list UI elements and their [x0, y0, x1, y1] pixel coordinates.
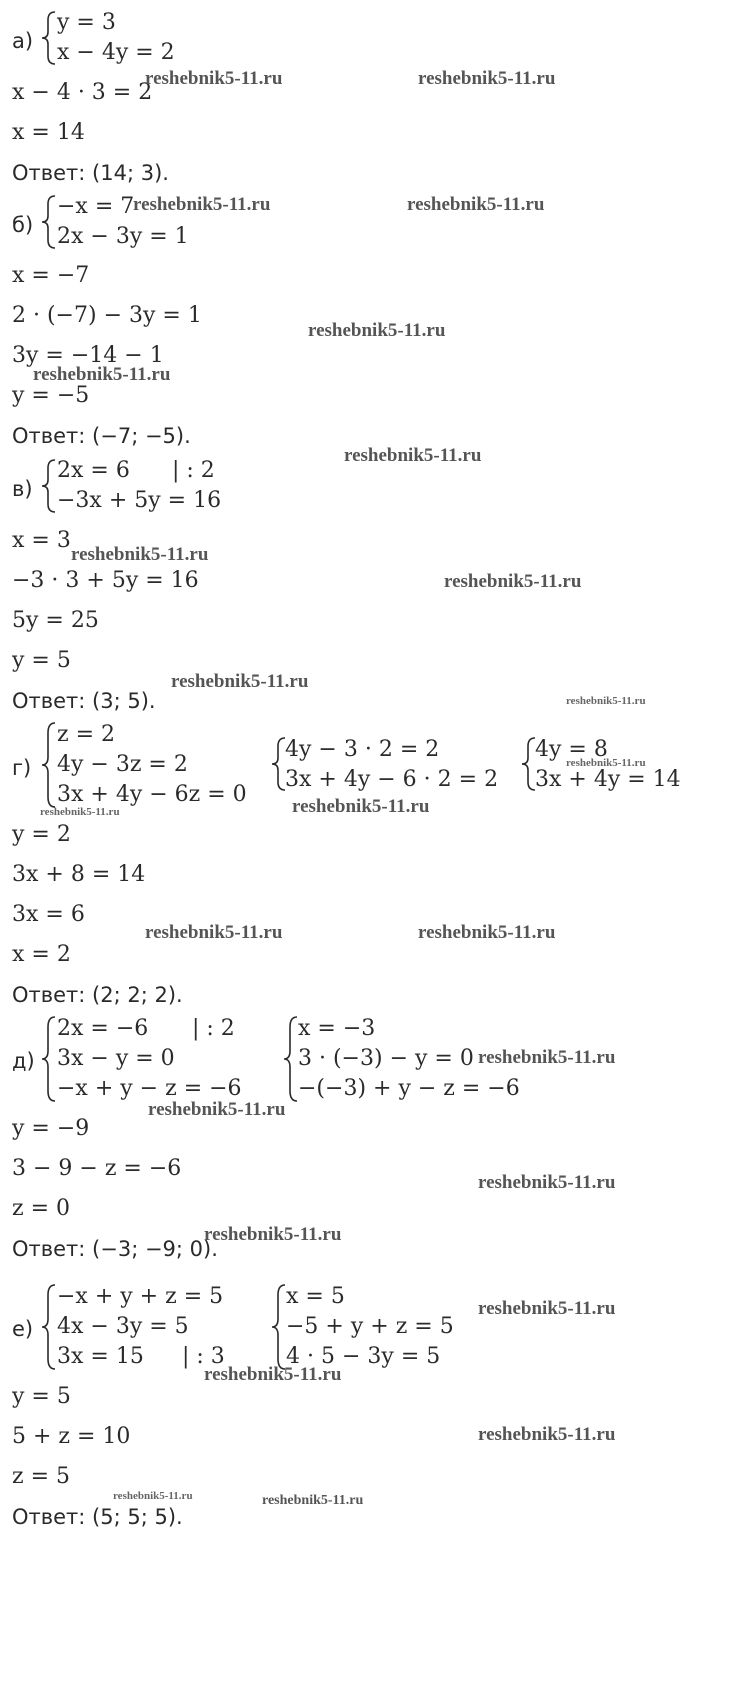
part-e-answer: Ответ: (5; 5; 5). — [12, 1505, 183, 1529]
watermark: reshebnik5-11.ru — [478, 1172, 616, 1193]
part-g-label: г) — [12, 756, 32, 780]
part-g-sys2-eq-1: 4y − 3 · 2 = 2 — [285, 737, 440, 762]
watermark: reshebnik5-11.ru — [204, 1364, 342, 1385]
part-d-step-1: y = −9 — [12, 1116, 90, 1141]
watermark: reshebnik5-11.ru — [204, 1224, 342, 1245]
part-a-answer: Ответ: (14; 3). — [12, 161, 169, 185]
watermark: reshebnik5-11.ru — [292, 796, 430, 817]
watermark: reshebnik5-11.ru — [40, 806, 120, 818]
part-d-sys2-eq-2: 3 · (−3) − y = 0 — [298, 1046, 474, 1071]
part-v-step-1: x = 3 — [12, 528, 71, 553]
part-a-eq-1: y = 3 — [57, 10, 116, 35]
part-b-step-4: y = −5 — [12, 383, 90, 408]
watermark: reshebnik5-11.ru — [133, 194, 271, 215]
part-d-eq-2: 3x − y = 0 — [57, 1046, 175, 1071]
part-b-eq-2: 2x − 3y = 1 — [57, 224, 189, 249]
part-d-step-3: z = 0 — [12, 1196, 71, 1221]
part-v-eq-2: −3x + 5y = 16 — [57, 488, 222, 513]
watermark: reshebnik5-11.ru — [478, 1298, 616, 1319]
part-b-answer: Ответ: (−7; −5). — [12, 424, 191, 448]
part-b-step-1: x = −7 — [12, 263, 90, 288]
part-b-step-2: 2 · (−7) − 3y = 1 — [12, 303, 202, 328]
part-e-eq-1: −x + y + z = 5 — [57, 1284, 224, 1309]
watermark: reshebnik5-11.ru — [566, 757, 646, 769]
part-d-step-2: 3 − 9 − z = −6 — [12, 1156, 182, 1181]
part-g-sys2-eq-2: 3x + 4y − 6 · 2 = 2 — [285, 767, 499, 792]
part-e-sys2-eq-3: 4 · 5 − 3y = 5 — [286, 1344, 441, 1369]
part-g-step-1: y = 2 — [12, 822, 71, 847]
part-g-step-3: 3x = 6 — [12, 902, 85, 927]
part-e-step-3: z = 5 — [12, 1464, 71, 1489]
part-g-step-2: 3x + 8 = 14 — [12, 862, 146, 887]
part-v-label: в) — [12, 477, 33, 501]
watermark: reshebnik5-11.ru — [71, 544, 209, 565]
watermark: reshebnik5-11.ru — [344, 445, 482, 466]
watermark: reshebnik5-11.ru — [262, 1493, 364, 1508]
part-e-step-2: 5 + z = 10 — [12, 1424, 131, 1449]
part-a-step-2: x = 14 — [12, 120, 85, 145]
watermark: reshebnik5-11.ru — [407, 194, 545, 215]
part-v-note: | : 2 — [172, 458, 215, 483]
part-g-brace — [40, 721, 58, 809]
part-a-step-1: x − 4 · 3 = 2 — [12, 80, 153, 105]
part-a-brace — [40, 10, 58, 66]
part-e-brace — [40, 1283, 58, 1371]
part-e-label: е) — [12, 1317, 34, 1341]
watermark: reshebnik5-11.ru — [145, 922, 283, 943]
part-d-sys2-eq-1: x = −3 — [298, 1016, 376, 1041]
part-e-eq-2: 4x − 3y = 5 — [57, 1314, 189, 1339]
part-d-sys2-eq-3: −(−3) + y − z = −6 — [298, 1076, 520, 1101]
part-b-brace — [40, 194, 58, 250]
part-d-label: д) — [12, 1049, 35, 1073]
part-e-eq-3: 3x = 15 — [57, 1344, 144, 1369]
part-e-sys2-eq-1: x = 5 — [286, 1284, 345, 1309]
part-v-eq-1: 2x = 6 — [57, 458, 130, 483]
part-v-step-2: −3 · 3 + 5y = 16 — [12, 568, 199, 593]
watermark: reshebnik5-11.ru — [566, 695, 646, 707]
part-g-sys3-eq-1: 4y = 8 — [535, 737, 608, 762]
part-e-note: | : 3 — [182, 1344, 225, 1369]
part-g-answer: Ответ: (2; 2; 2). — [12, 983, 183, 1007]
watermark: reshebnik5-11.ru — [171, 671, 309, 692]
watermark: reshebnik5-11.ru — [148, 1099, 286, 1120]
part-g-sys3-eq-2: 3x + 4y = 14 — [535, 767, 681, 792]
part-d-answer: Ответ: (−3; −9; 0). — [12, 1237, 218, 1261]
part-b-label: б) — [12, 213, 34, 237]
watermark: reshebnik5-11.ru — [478, 1424, 616, 1445]
part-g-eq-3: 3x + 4y − 6z = 0 — [57, 782, 247, 807]
watermark: reshebnik5-11.ru — [418, 68, 556, 89]
watermark: reshebnik5-11.ru — [308, 320, 446, 341]
watermark: reshebnik5-11.ru — [113, 1490, 193, 1502]
watermark: reshebnik5-11.ru — [33, 364, 171, 385]
part-g-eq-2: 4y − 3z = 2 — [57, 752, 188, 777]
part-v-step-3: 5y = 25 — [12, 608, 99, 633]
watermark: reshebnik5-11.ru — [444, 571, 582, 592]
part-g-step-4: x = 2 — [12, 942, 71, 967]
part-d-note: | : 2 — [192, 1016, 235, 1041]
part-b-eq-1: −x = 7 — [57, 194, 135, 219]
part-e-sys2-eq-2: −5 + y + z = 5 — [286, 1314, 454, 1339]
part-b-step-3: 3y = −14 − 1 — [12, 343, 164, 368]
part-v-brace — [40, 458, 58, 514]
part-v-step-4: y = 5 — [12, 648, 71, 673]
part-a-label: а) — [12, 29, 34, 53]
part-a-eq-2: x − 4y = 2 — [57, 40, 175, 65]
part-g-eq-1: z = 2 — [57, 722, 116, 747]
watermark: reshebnik5-11.ru — [478, 1047, 616, 1068]
part-d-eq-3: −x + y − z = −6 — [57, 1076, 242, 1101]
watermark: reshebnik5-11.ru — [145, 68, 283, 89]
part-e-step-1: y = 5 — [12, 1384, 71, 1409]
part-d-eq-1: 2x = −6 — [57, 1016, 149, 1041]
watermark: reshebnik5-11.ru — [418, 922, 556, 943]
part-v-answer: Ответ: (3; 5). — [12, 689, 156, 713]
part-d-brace — [40, 1015, 58, 1103]
